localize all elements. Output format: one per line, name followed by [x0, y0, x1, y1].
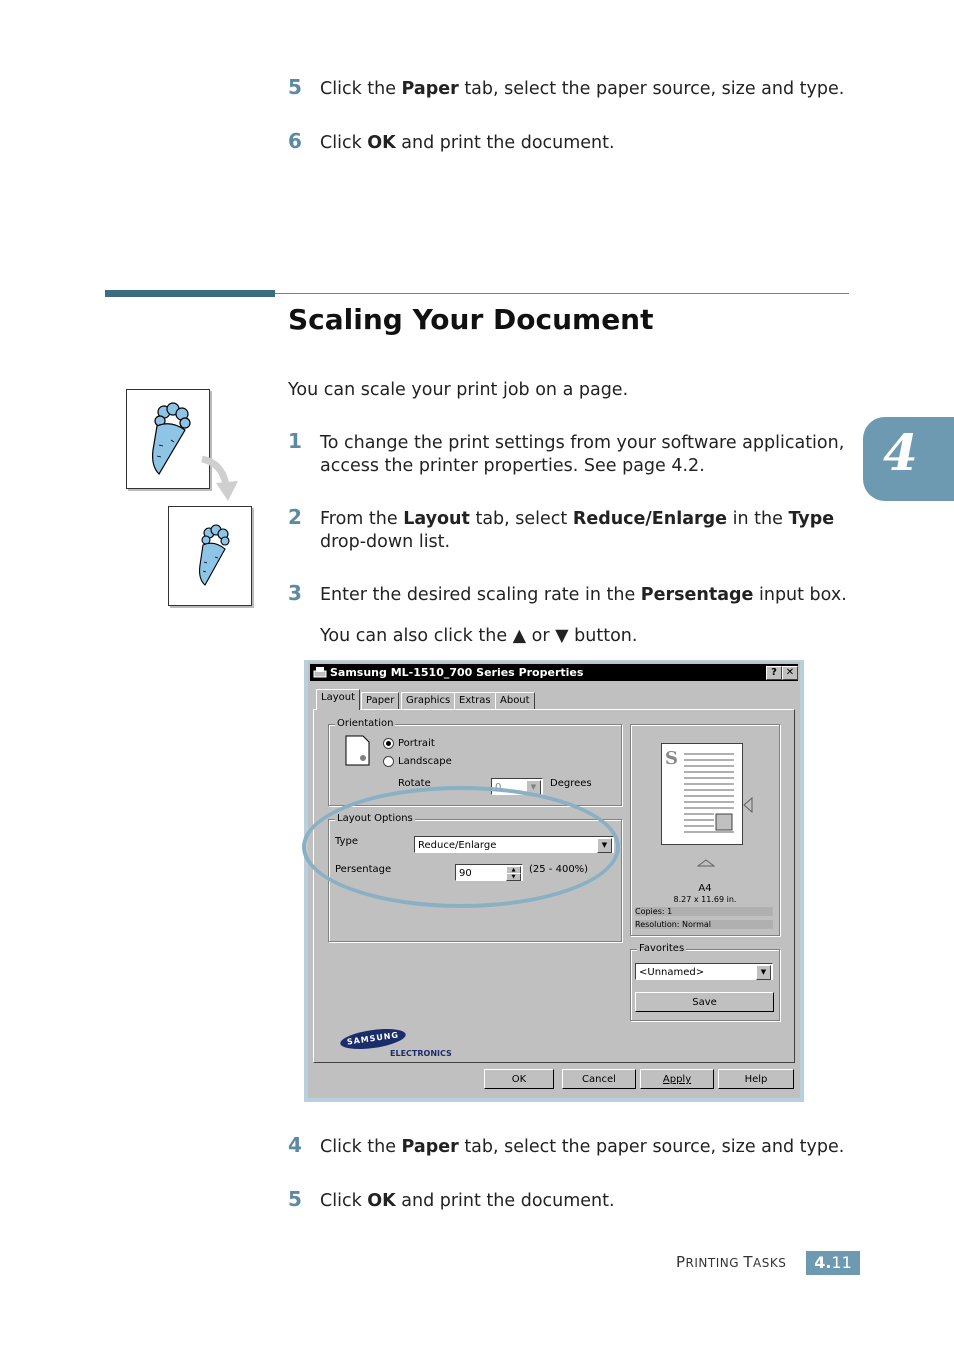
page-preview — [661, 743, 743, 845]
step-number: 4 — [288, 1133, 302, 1157]
s-glyph-icon: S — [665, 748, 678, 769]
section-rule-thin — [275, 293, 849, 294]
section-rule-thick — [105, 290, 275, 297]
small-page-thumbnail — [168, 506, 252, 606]
chevron-down-icon[interactable]: ▼ — [526, 780, 541, 795]
favorites-select[interactable]: <Unnamed> ▼ — [635, 963, 773, 980]
printer-icon — [313, 666, 327, 679]
section-title: Scaling Your Document — [288, 303, 654, 336]
rotate-label: Rotate — [398, 778, 431, 789]
cancel-button[interactable]: Cancel — [562, 1069, 636, 1089]
step-number: 2 — [288, 505, 302, 529]
footer-section-name: PRINTING TASKS — [676, 1253, 787, 1271]
ok-button[interactable]: OK — [484, 1069, 554, 1089]
samsung-logo: SAMSUNG — [339, 1025, 407, 1052]
arrow-up-icon — [697, 859, 715, 867]
highlight-ellipse — [302, 786, 620, 908]
resolution-label: Resolution: Normal — [635, 920, 773, 929]
chevron-down-icon[interactable]: ▼ — [597, 838, 612, 853]
persentage-input[interactable]: 90 ▲ ▼ — [455, 864, 523, 881]
paper-size-label: A4 — [698, 883, 712, 894]
arrow-left-icon — [743, 797, 753, 813]
chapter-tab — [863, 417, 954, 501]
type-label: Type — [335, 836, 358, 847]
step-text: From the Layout tab, select Reduce/Enlarge in the Type drop-down list. — [320, 509, 835, 552]
copies-label: Copies: 1 — [635, 907, 773, 916]
carrot-icon — [127, 390, 209, 488]
dialog-title: Samsung ML-1510_700 Series Properties — [330, 666, 584, 679]
step-number: 3 — [288, 581, 302, 605]
step-text: Click OK and print the document. — [320, 133, 615, 153]
persentage-label: Persentage — [335, 864, 392, 875]
tab-layout[interactable]: Layout — [316, 689, 360, 710]
portrait-label: Portrait — [398, 738, 435, 749]
tab-paper[interactable]: Paper — [361, 692, 399, 709]
step-number: 5 — [288, 1187, 302, 1211]
paper-dims-label: 8.27 x 11.69 in. — [673, 895, 737, 904]
tab-extras[interactable]: Extras — [454, 692, 496, 709]
preview-group — [630, 724, 780, 936]
save-button[interactable]: Save — [635, 992, 774, 1012]
landscape-radio[interactable] — [383, 756, 394, 767]
tab-graphics[interactable]: Graphics — [401, 692, 455, 709]
step-text: Enter the desired scaling rate in the Persentage input box. — [320, 585, 847, 605]
step-text: Click the Paper tab, select the paper source, size and type. — [320, 79, 845, 99]
step-text: Click OK and print the document. — [320, 1191, 615, 1211]
close-button[interactable]: ✕ — [782, 666, 798, 680]
help-title-button[interactable]: ? — [766, 666, 782, 680]
favorites-label: Favorites — [639, 943, 685, 954]
rotate-field[interactable]: 0 ▼ — [491, 778, 543, 795]
note-text: You can also click the ▲ or ▼ button. — [320, 626, 638, 646]
range-label: (25 - 400%) — [529, 864, 589, 875]
apply-button[interactable]: Apply — [640, 1069, 714, 1089]
reduce-arrow-icon — [198, 455, 246, 507]
step-number: 5 — [288, 75, 302, 99]
electronics-label: ELECTRONICS — [390, 1049, 452, 1058]
text-lines-icon — [684, 752, 736, 838]
carrot-small-icon — [169, 507, 251, 605]
help-button[interactable]: Help — [718, 1069, 794, 1089]
spin-down-icon[interactable]: ▼ — [506, 873, 521, 881]
dialog-titlebar — [310, 664, 798, 681]
favorites-group — [630, 943, 780, 1021]
chevron-down-icon[interactable]: ▼ — [756, 965, 771, 980]
degrees-label: Degrees — [550, 778, 592, 789]
landscape-label: Landscape — [398, 756, 452, 767]
layout-options-label: Layout Options — [337, 813, 413, 824]
portrait-radio[interactable] — [383, 738, 394, 749]
step-text: To change the print settings from your software application, access the printer properties. See page 4.2. — [320, 433, 845, 476]
portrait-page-icon — [345, 735, 371, 767]
step-text: Click the Paper tab, select the paper source, size and type. — [320, 1137, 845, 1157]
step-number: 6 — [288, 129, 302, 153]
tab-about[interactable]: About — [495, 692, 535, 709]
type-select[interactable]: Reduce/Enlarge ▼ — [414, 836, 614, 853]
step-number: 1 — [288, 429, 302, 453]
page-number: 4.11 — [806, 1251, 860, 1275]
chapter-number: 4 — [883, 423, 918, 482]
intro-text: You can scale your print job on a page. — [288, 380, 629, 400]
spin-up-icon[interactable]: ▲ — [506, 866, 521, 874]
orientation-label: Orientation — [337, 718, 394, 729]
